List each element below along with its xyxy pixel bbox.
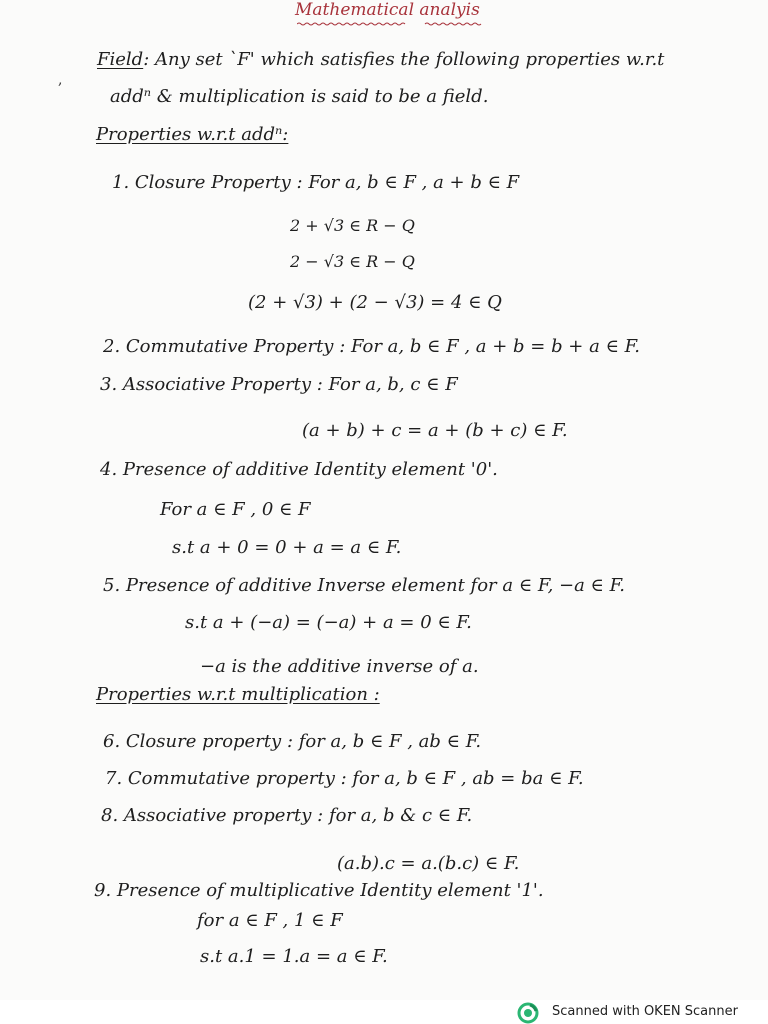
property-1-closure: 1. Closure Property : For a, b ∈ F , a + b ∈ F — [112, 172, 520, 193]
property-2-commutative: 2. Commutative Property : For a, b ∈ F , a + b = b + a ∈ F. — [103, 336, 641, 357]
oken-scanner-logo-icon — [517, 1002, 539, 1024]
multiplicative-associative-formula: (a.b).c = a.(b.c) ∈ F. — [337, 853, 520, 874]
page-title: Mathematical analyis — [295, 0, 480, 20]
definition-line-2: addⁿ & multiplication is said to be a field. — [110, 86, 489, 107]
property-7-commutative: 7. Commutative property : for a, b ∈ F , ab = ba ∈ F. — [105, 768, 584, 789]
field-label: Field — [97, 49, 144, 70]
definition-line-1 — [97, 49, 664, 70]
section-heading-multiplication: Properties w.r.t multiplication : — [96, 684, 380, 705]
title-wavy-underline — [297, 22, 487, 26]
multiplicative-identity-condition: for a ∈ F , 1 ∈ F — [197, 910, 343, 931]
property-6-closure: 6. Closure property : for a, b ∈ F , ab ∈ F. — [103, 731, 482, 752]
example-line-2: 2 − √3 ∈ R − Q — [290, 252, 415, 271]
associative-formula: (a + b) + c = a + (b + c) ∈ F. — [302, 420, 568, 441]
inverse-note: −a is the additive inverse of a. — [200, 656, 479, 677]
identity-formula: s.t a + 0 = 0 + a = a ∈ F. — [172, 537, 402, 558]
property-9-multiplicative-identity: 9. Presence of multiplicative Identity element '1'. — [94, 880, 544, 901]
example-line-3: (2 + √3) + (2 − √3) = 4 ∈ Q — [248, 292, 502, 313]
section-heading-addition: Properties w.r.t addⁿ: — [96, 124, 289, 145]
stray-mark: , — [58, 72, 63, 88]
property-8-associative: 8. Associative property : for a, b & c ∈ F. — [101, 805, 473, 826]
scanner-watermark-text: Scanned with OKEN Scanner — [552, 1004, 738, 1019]
example-line-1: 2 + √3 ∈ R − Q — [290, 216, 415, 235]
identity-condition: For a ∈ F , 0 ∈ F — [160, 499, 311, 520]
multiplicative-identity-formula: s.t a.1 = 1.a = a ∈ F. — [200, 946, 388, 967]
property-4-additive-identity: 4. Presence of additive Identity element '0'. — [100, 459, 498, 480]
property-3-associative: 3. Associative Property : For a, b, c ∈ F — [100, 374, 458, 395]
property-5-additive-inverse: 5. Presence of additive Inverse element for a ∈ F, −a ∈ F. — [103, 575, 625, 596]
definition-text: : Any set `F' which satisfies the following properties w.r.t — [143, 49, 665, 70]
inverse-formula: s.t a + (−a) = (−a) + a = 0 ∈ F. — [185, 612, 472, 633]
